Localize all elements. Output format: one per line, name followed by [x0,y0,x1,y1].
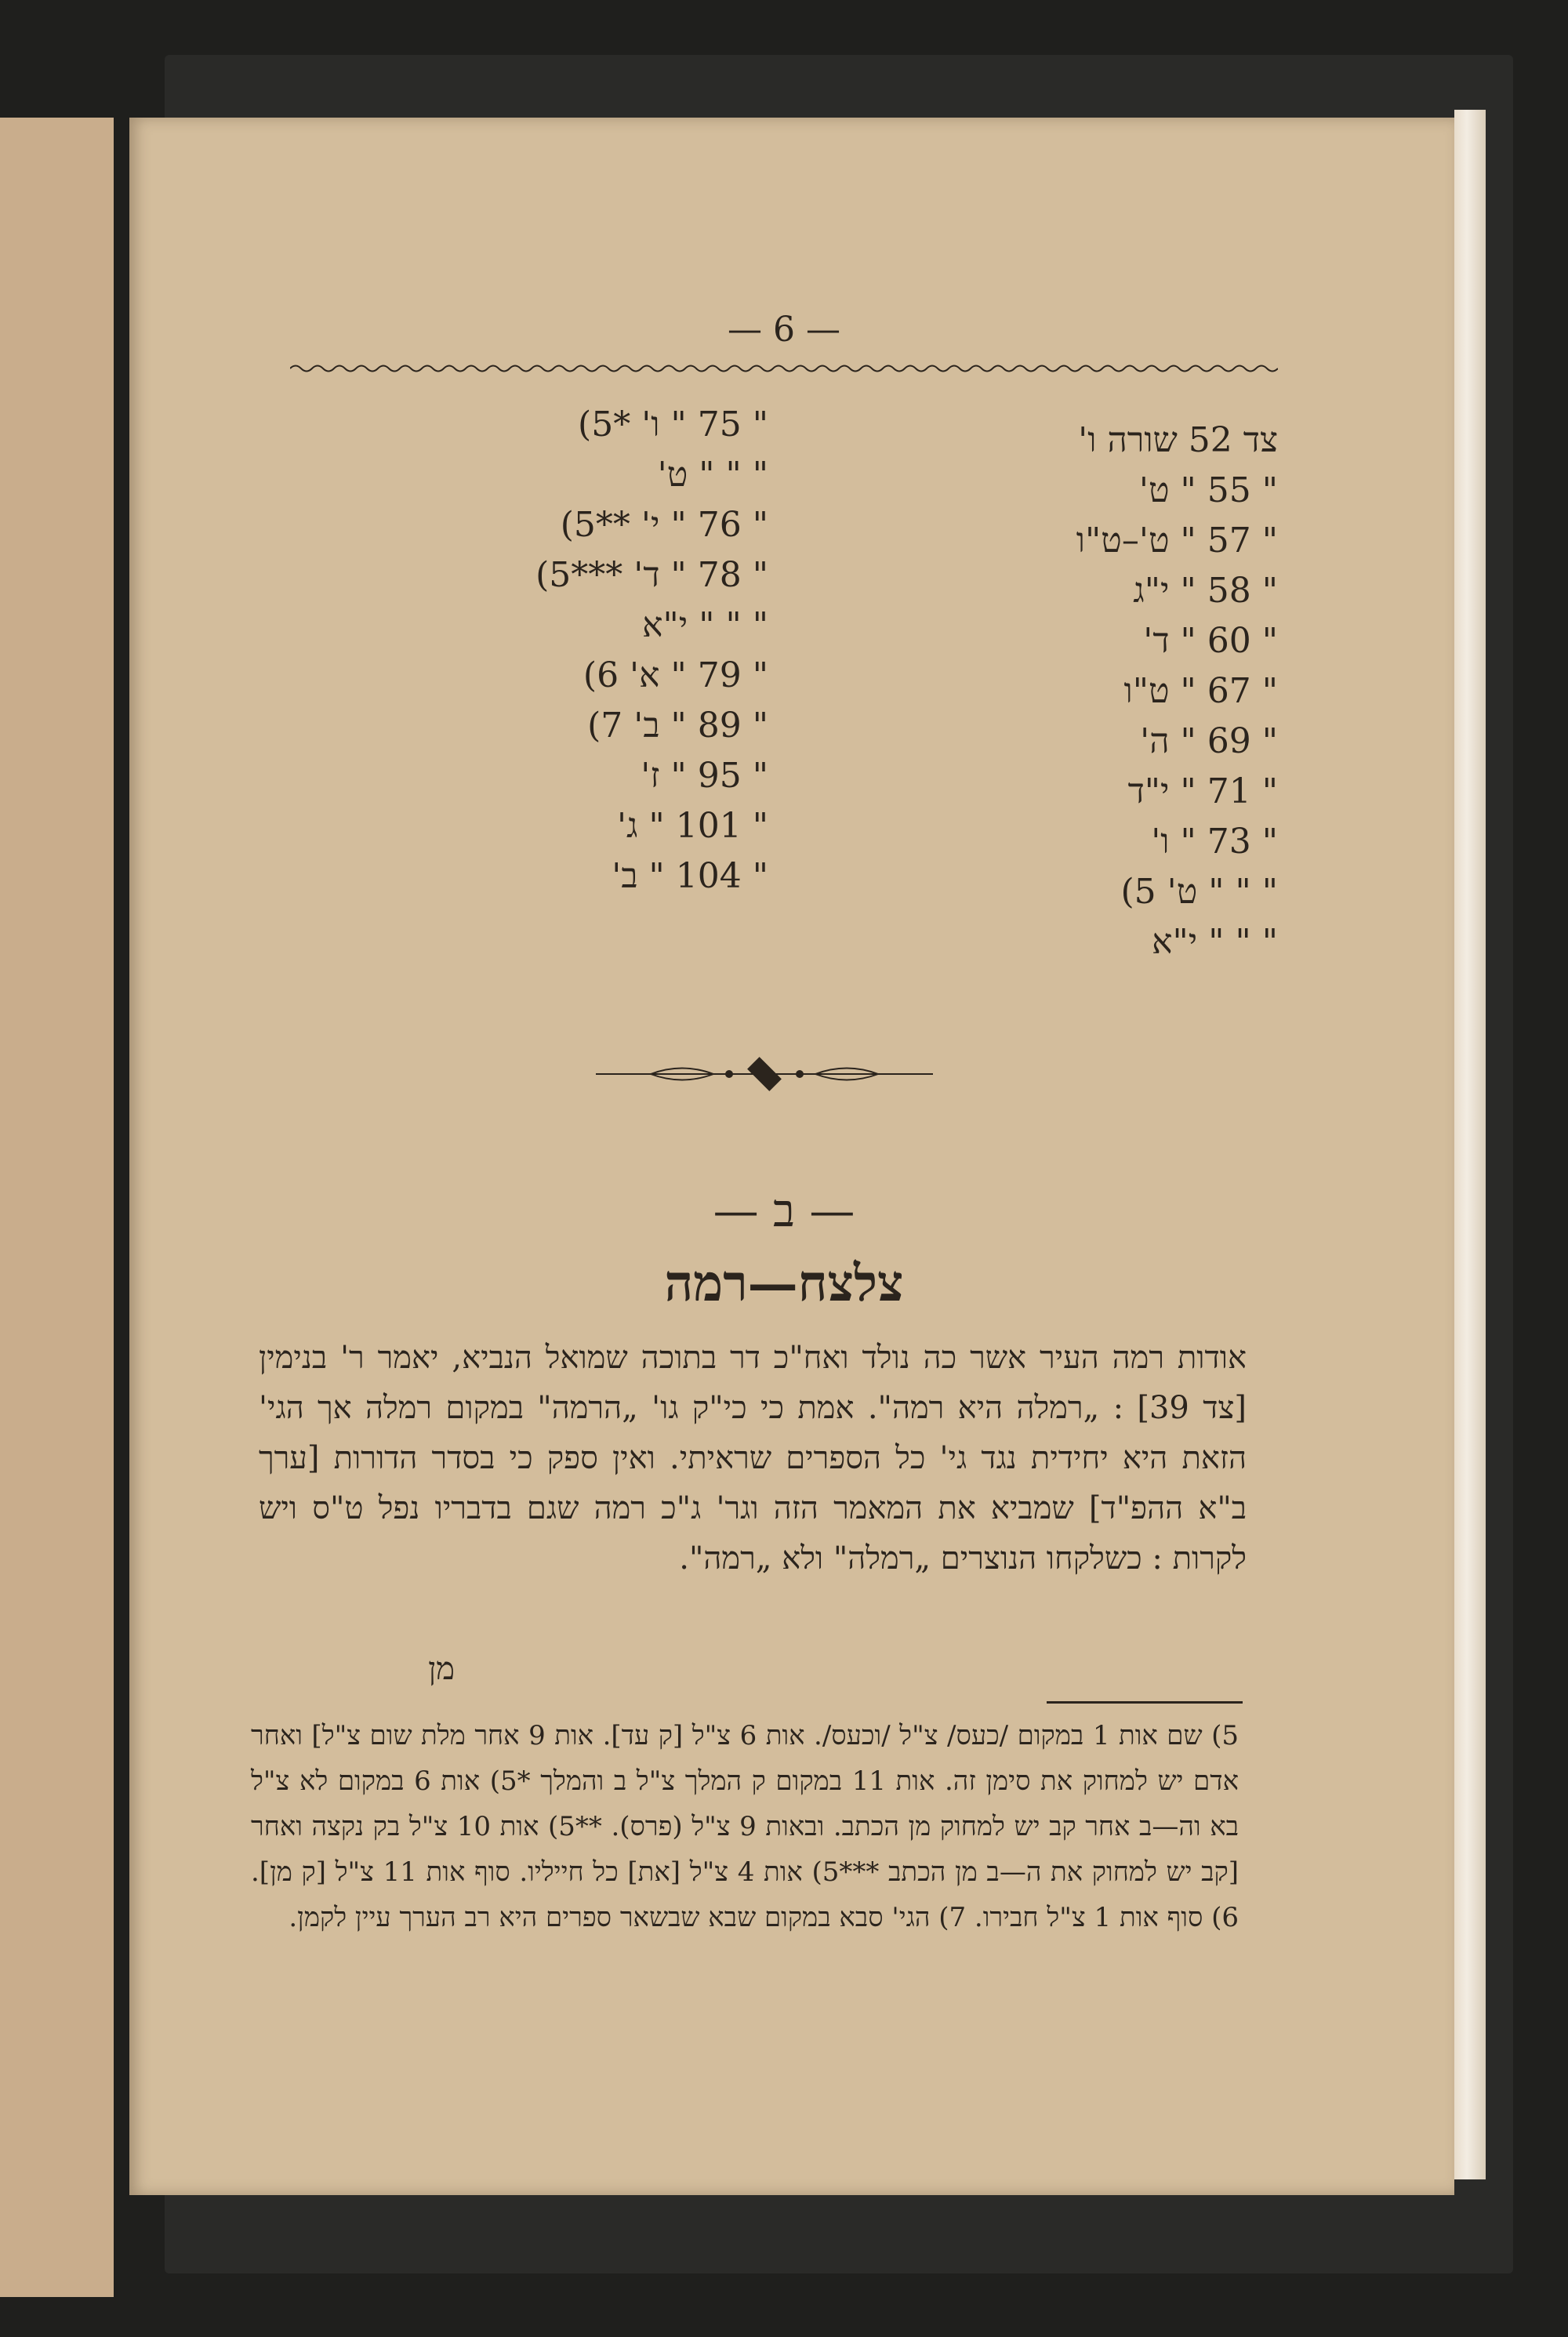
wavy-rule [290,357,1278,380]
errata-row: " 95 " ז' [641,756,768,796]
errata-row: " 75 " ו' *5) [578,405,768,445]
errata-column-right [902,416,1278,967]
errata-row: " 58 " י"ג [1133,571,1278,611]
body-paragraph: אודות רמה העיר אשר כה נולד ואח"כ דר בתוכה שמואל הנביא, יאמר ר' בנימין [צד 39] : „רמלה היא רמה". אמת כי כי"ק גו' „הרמה" במקום רמלה אך הגי' הזאת היא יחידית נגד גי' כל הספרים שראיתי. ואין ספק כי בסדר הדורות [ערך ב"א ההפ"ד] שמביא את המאמר הזה וגר' ג"כ רמה שגם בדבריו נפל ט"ס ויש לקרות : כשלקחו הנוצרים „רמלה" ולא „רמה". [259,1340,1247,1577]
catchword: מן [428,1651,455,1687]
footnote-rule [1047,1701,1243,1704]
errata-row: " 79 " א' 6) [583,655,768,695]
errata-row: " " " ט' 5) [1120,872,1278,912]
errata-row: " 69 " ה' [1140,721,1278,761]
errata-row: " 67 " ט"ו [1123,671,1278,711]
errata-row: " " " ט' [657,455,768,495]
errata-row: " 78 " ד' ***5) [535,555,768,595]
errata-row: " 104 " ב' [612,856,768,896]
errata-row: " 71 " י"ד [1127,771,1278,811]
errata-row: " 73 " ו' [1151,822,1278,862]
errata-row: " " " י"א [1152,922,1278,962]
footnotes: 5) שם אות 1 במקום /כעס/ צ"ל /וכעס/. אות 6 צ"ל [ק עד]. אות 9 אחר מלת שום צ"ל] ואחר אדם יש למחוק את סימן זה. אות 11 במקום ק המלך צ"ל ב והמלך *5) אות 6 במקום לא צ"ל בא וה—ב אחר קב יש למחוק מן הכתב. ובאות 9 צ"ל (פרס). **5) אות 10 צ"ל בק נקצה ואחר [קב יש למחוק את ה—ב מן הכתב ***5) אות 4 צ"ל [את] כל חייליו. סוף אות 11 צ"ל [ק מן]. 6) סוף אות 1 צ"ל חבירו. 7) הגי' סבא במקום שבא שבשאר ספרים היא רב הערך עיין לקמן. [251,1720,1239,1933]
errata-column-left [470,400,768,902]
section-title: צלצח—רמה [664,1254,904,1313]
errata-row: " 76 " י' **5) [560,505,768,545]
errata-row: צד 52 שורה ו' [1078,420,1278,460]
errata-row: " 55 " ט' [1138,470,1278,510]
errata-row: " 101 " ג' [616,806,768,846]
left-page-edge [0,118,114,2297]
errata-row: " 89 " ב' 7) [587,706,768,746]
errata-row: " " " י"א [642,605,768,645]
section-letter: — ב — [713,1184,855,1237]
page-number: — 6 — [728,310,840,350]
errata-row: " 57 " ט'–ט"ו [1076,521,1278,561]
page-edges [1454,110,1486,2179]
ornament-divider [596,1054,933,1094]
errata-row: " 60 " ד' [1143,621,1278,661]
